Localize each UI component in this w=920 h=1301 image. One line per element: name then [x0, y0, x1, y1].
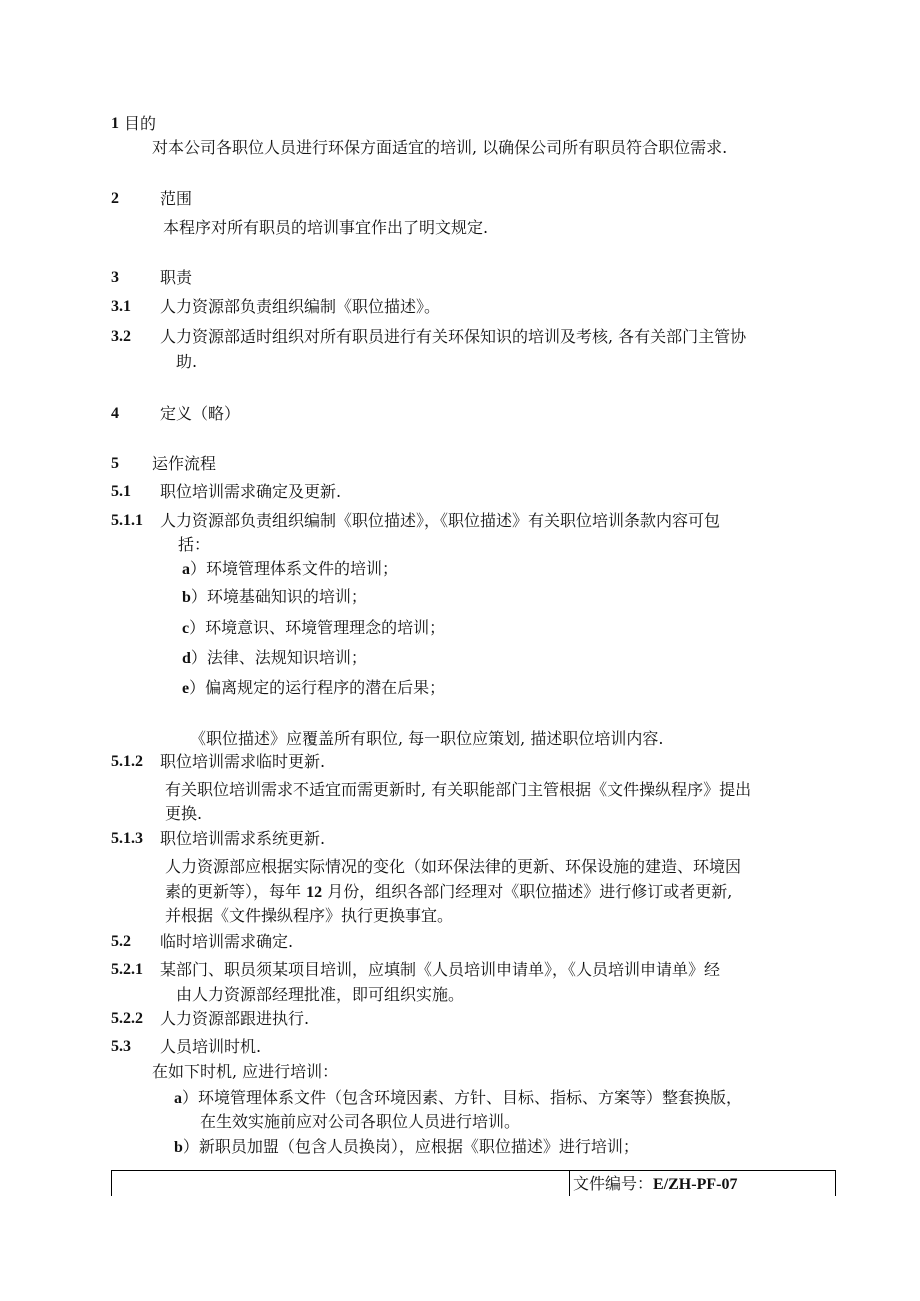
item-5-1-2-body-line1: 有关职位培训需求不适宜而需更新时, 有关职能部门主管根据《文件操纵程序》提出	[165, 780, 752, 799]
item-5-1-2-title: 职位培训需求临时更新.	[160, 752, 326, 771]
section-1-body: 对本公司各职位人员进行环保方面适宜的培训, 以确保公司所有职员符合职位需求.	[152, 138, 728, 157]
section-4-title: 定义（略）	[160, 404, 241, 423]
section-3-title: 职责	[160, 268, 193, 287]
item-5-1-3-body-line3: 并根据《文件操纵程序》执行更换事宜。	[165, 906, 454, 925]
list-item-continuation: 在生效实施前应对公司各职位人员进行培训。	[200, 1112, 521, 1131]
item-5-3-intro: 在如下时机, 应进行培训：	[152, 1062, 339, 1081]
footer-divider	[569, 1170, 570, 1196]
item-5-1-3-number: 5.1.3	[111, 830, 143, 847]
item-5-3-text: 人员培训时机.	[160, 1037, 262, 1056]
section-1-number: 1	[111, 115, 119, 132]
section-5-number: 5	[111, 455, 119, 472]
item-5-1-3-title: 职位培训需求系统更新.	[160, 829, 326, 848]
list-item: c）环境意识、环境管理理念的培训；	[182, 618, 446, 637]
section-2-body: 本程序对所有职员的培训事宜作出了明文规定.	[163, 218, 489, 237]
section-5-title: 运作流程	[152, 454, 217, 473]
item-5-2-text: 临时培训需求确定.	[160, 932, 294, 951]
item-3-2-text-line1: 人力资源部适时组织对所有职员进行有关环保知识的培训及考核, 各有关部门主管协	[160, 327, 747, 346]
list-item: b）新职员加盟（包含人员换岗），应根据《职位描述》进行培训；	[174, 1137, 639, 1156]
section-1-title: 目的	[124, 114, 157, 133]
item-5-3-number: 5.3	[111, 1038, 131, 1055]
item-3-2-text-line2: 助.	[176, 352, 198, 371]
item-3-1-number: 3.1	[111, 298, 131, 315]
footer-left-border	[111, 1170, 112, 1196]
item-5-2-2-number: 5.2.2	[111, 1010, 143, 1027]
section-3-number: 3	[111, 269, 119, 286]
list-item: e）偏离规定的运行程序的潜在后果；	[182, 678, 446, 697]
section-4-number: 4	[111, 405, 119, 422]
footer-rule	[111, 1170, 836, 1171]
item-5-1-3-body-line1: 人力资源部应根据实际情况的变化（如环保法律的更新、环保设施的建造、环境因	[165, 857, 742, 876]
item-3-1-text: 人力资源部负责组织编制《职位描述》。	[160, 297, 441, 316]
section-2-number: 2	[111, 190, 119, 207]
item-5-1-2-body-line2: 更换.	[165, 804, 203, 823]
item-5-2-number: 5.2	[111, 933, 131, 950]
document-number: 文件编号：E/ZH-PF-07	[573, 1174, 738, 1193]
list-item: a）环境管理体系文件（包含环境因素、方针、目标、指标、方案等）整套换版，	[174, 1088, 743, 1107]
item-5-1-1-text-line1: 人力资源部负责组织编制《职位描述》，《职位描述》有关职位培训条款内容可包	[160, 511, 721, 530]
item-5-1-text: 职位培训需求确定及更新.	[160, 482, 342, 501]
item-5-1-1-number: 5.1.1	[111, 512, 143, 529]
item-5-1-2-number: 5.1.2	[111, 753, 143, 770]
item-5-2-1-text-line1: 某部门、职员须某项目培训，应填制《人员培训申请单》，《人员培训申请单》经	[160, 960, 721, 979]
list-item: a）环境管理体系文件的培训；	[182, 559, 399, 578]
item-5-1-3-body-line2: 素的更新等），每年 12 月份，组织各部门经理对《职位描述》进行修订或者更新,	[165, 882, 733, 901]
item-5-1-number: 5.1	[111, 483, 131, 500]
item-5-1-1-text-line2: 括：	[178, 535, 211, 554]
list-item: b）环境基础知识的培训；	[182, 587, 367, 606]
footer-right-border	[835, 1170, 836, 1196]
section-2-title: 范围	[160, 189, 193, 208]
item-3-2-number: 3.2	[111, 328, 131, 345]
item-5-2-1-number: 5.2.1	[111, 961, 143, 978]
list-item: d）法律、法规知识培训；	[182, 648, 367, 667]
item-5-1-1-note: 《职位描述》应覆盖所有职位, 每一职位应策划, 描述职位培训内容.	[190, 729, 664, 748]
item-5-2-1-text-line2: 由人力资源部经理批准，即可组织实施。	[176, 985, 465, 1004]
item-5-2-2-text: 人力资源部跟进执行.	[160, 1009, 310, 1028]
